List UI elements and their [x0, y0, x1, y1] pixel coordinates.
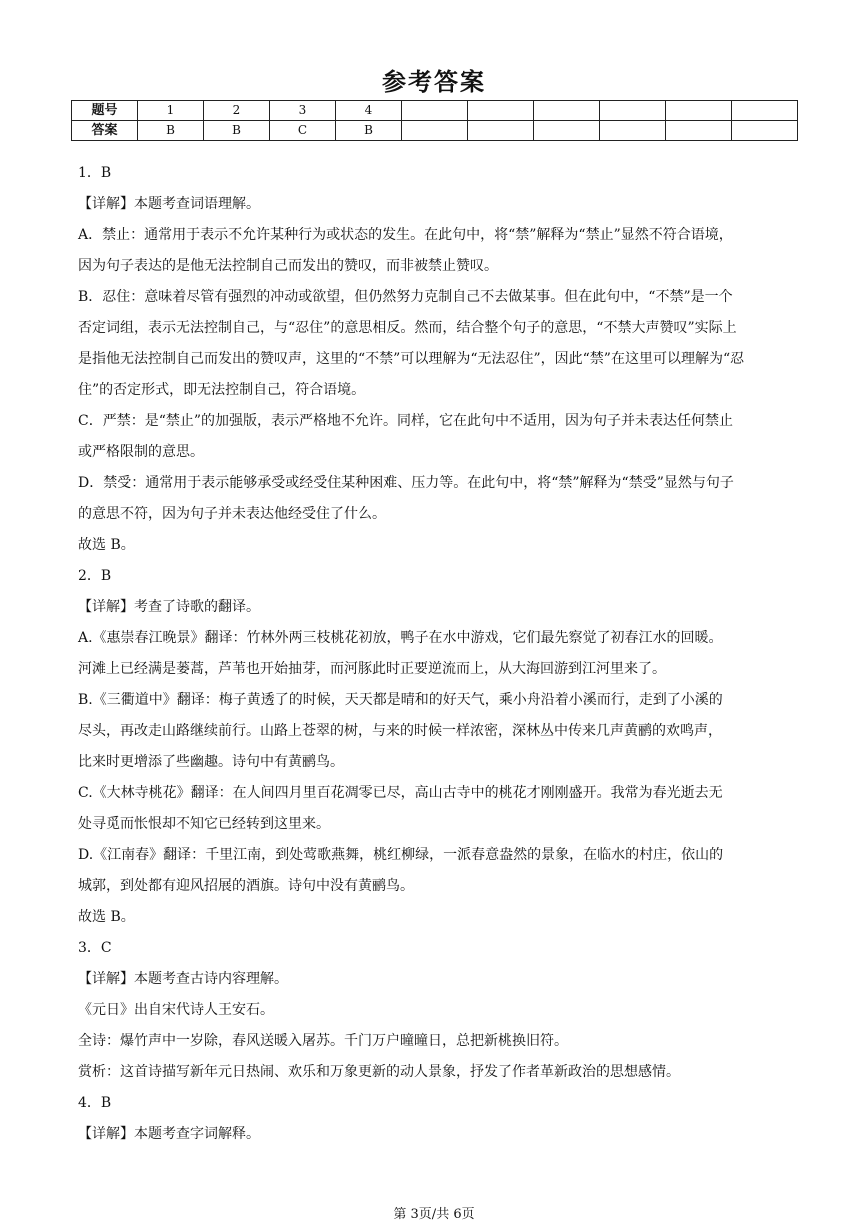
table-cell: [468, 121, 534, 141]
table-cell: [600, 101, 666, 121]
table-cell: [666, 121, 732, 141]
table-cell: C: [270, 121, 336, 141]
page-title: 参考答案: [382, 68, 486, 96]
table-cell: [732, 121, 798, 141]
text-line: D．禁受：通常用于表示能够承受或经受住某种困难、压力等。在此句中，将“禁”解释为“禁受”显然与句子: [78, 475, 734, 491]
text-line: 城郭，到处都有迎风招展的酒旗。诗句中没有黄鹂鸟。: [78, 878, 414, 894]
text-line: 【详解】本题考查字词解释。: [78, 1126, 260, 1142]
text-line: A．禁止：通常用于表示不允许某种行为或状态的发生。在此句中，将“禁”解释为“禁止”显然不符合语境，: [78, 227, 733, 243]
answer-explanations: [78, 158, 790, 1150]
table-cell: [468, 101, 534, 121]
text-line: 河滩上已经满是蒌蒿，芦苇也开始抽芽，而河豚此时正要逆流而上，从大海回游到江河里来了。: [78, 661, 666, 677]
text-line: D.《江南春》翻译：千里江南，到处莺歌燕舞，桃红柳绿，一派春意盎然的景象，在临水的村庄，依山的: [78, 847, 724, 863]
text-line: C．严禁：是“禁止”的加强版，表示严格地不允许。同样，它在此句中不适用，因为句子并未表达任何禁止: [78, 413, 734, 429]
text-line: 比来时更增添了些幽趣。诗句中有黄鹂鸟。: [78, 754, 344, 770]
answer-table-answer-row: [72, 121, 798, 141]
text-line: B．忍住：意味着尽管有强烈的冲动或欲望，但仍然努力克制自己不去做某事。但在此句中，“不禁”是一个: [78, 289, 733, 305]
text-line: 【详解】考查了诗歌的翻译。: [78, 599, 260, 615]
text-line: 1．B: [78, 165, 112, 181]
text-line: 3．C: [78, 940, 112, 956]
text-line: 是指他无法控制自己而发出的赞叹声，这里的“不禁”可以理解为“无法忍住”，因此“禁”在这里可以理解为“忍: [78, 351, 745, 367]
text-line: 赏析：这首诗描写新年元日热闹、欢乐和万象更新的动人景象，抒发了作者革新政治的思想感情。: [78, 1064, 680, 1080]
text-line: 【详解】本题考查词语理解。: [78, 196, 260, 212]
answer-table: [71, 100, 798, 141]
table-cell: 1: [138, 101, 204, 121]
table-cell: [534, 121, 600, 141]
table-cell: [600, 121, 666, 141]
text-line: 4．B: [78, 1095, 112, 1111]
answer-row-label: 答案: [72, 121, 138, 141]
text-line: 《元日》出自宋代诗人王安石。: [78, 1002, 274, 1018]
text-line: 故选 B。: [78, 909, 135, 925]
text-line: 因为句子表达的是他无法控制自己而发出的赞叹，而非被禁止赞叹。: [78, 258, 498, 274]
table-cell: [666, 101, 732, 121]
text-line: 全诗：爆竹声中一岁除，春风送暖入屠苏。千门万户曈曈日，总把新桃换旧符。: [78, 1033, 568, 1049]
table-cell: 4: [336, 101, 402, 121]
text-line: 尽头，再改走山路继续前行。山路上苍翠的树，与来的时候一样浓密，深林丛中传来几声黄鹂的欢鸣声，: [78, 723, 722, 739]
table-cell: [534, 101, 600, 121]
text-line: 住”的否定形式，即无法控制自己，符合语境。: [78, 382, 366, 398]
answer-table-number-row: [72, 101, 798, 121]
table-cell: B: [336, 121, 402, 141]
text-line: 【详解】本题考查古诗内容理解。: [78, 971, 288, 987]
text-line: 否定词组，表示无法控制自己，与“忍住”的意思相反。然而，结合整个句子的意思，“不禁大声赞叹”实际上: [78, 320, 737, 336]
text-line: 2．B: [78, 568, 112, 584]
text-line: C.《大林寺桃花》翻译：在人间四月里百花凋零已尽，高山古寺中的桃花才刚刚盛开。我常为春光逝去无: [78, 785, 723, 801]
page-number-footer: 第 3页/共 6页: [393, 1207, 475, 1222]
text-line: B.《三衢道中》翻译：梅子黄透了的时候，天天都是晴和的好天气，乘小舟沿着小溪而行，走到了小溪的: [78, 692, 723, 708]
table-cell: 2: [204, 101, 270, 121]
table-cell: [402, 101, 468, 121]
text-line: A.《惠崇春江晚景》翻译：竹林外两三枝桃花初放，鸭子在水中游戏，它们最先察觉了初春江水的回暖。: [78, 630, 723, 646]
text-line: 处寻觅而怅恨却不知它已经转到这里来。: [78, 816, 330, 832]
table-cell: B: [204, 121, 270, 141]
number-row-label: 题号: [72, 101, 138, 121]
table-cell: B: [138, 121, 204, 141]
table-cell: 3: [270, 101, 336, 121]
text-line: 故选 B。: [78, 537, 135, 553]
table-cell: [732, 101, 798, 121]
table-cell: [402, 121, 468, 141]
text-line: 的意思不符，因为句子并未表达他经受住了什么。: [78, 506, 386, 522]
text-line: 或严格限制的意思。: [78, 444, 204, 460]
